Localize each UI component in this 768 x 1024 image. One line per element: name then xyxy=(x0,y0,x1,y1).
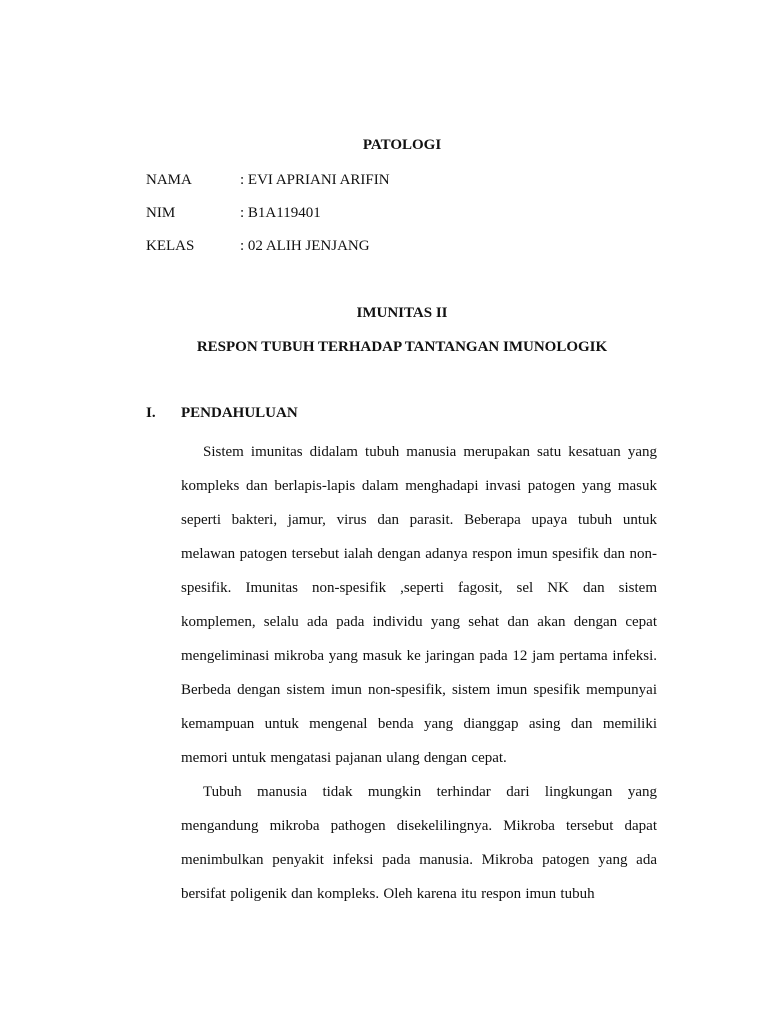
document-heading: IMUNITAS II xyxy=(356,305,448,321)
identity-label: NIM xyxy=(146,205,176,221)
section-body xyxy=(181,435,657,911)
identity-label: NAMA xyxy=(146,172,192,188)
paragraph: Sistem imunitas didalam tubuh manusia merupakan satu kesatuan yang kompleks dan berlapis-lapis dalam menghadapi invasi patogen yang masuk seperti bakteri, jamur, virus dan parasit. Beberapa upaya tubuh untuk melawan patogen tersebut ialah dengan adanya respon imun spesifik dan non-spesifik. Imunitas non-spesifik ,seperti fagosit, sel NK dan sistem komplemen, selalu ada pada individu yang sehat dan akan dengan cepat mengeliminasi mikroba yang masuk ke jaringan pada 12 jam pertama infeksi. Berbeda dengan sistem imun non-spesifik, sistem imun spesifik mempunyai kemampuan untuk mengenal benda yang dianggap asing dan memiliki memori untuk mengatasi pajanan ulang dengan cepat. xyxy=(181,444,657,766)
section-number: I. xyxy=(146,405,156,421)
section-title: PENDAHULUAN xyxy=(181,405,298,421)
identity-value: : B1A119401 xyxy=(240,205,321,221)
document-title: PATOLOGI xyxy=(362,137,442,153)
paragraph: Tubuh manusia tidak mungkin terhindar dari lingkungan yang mengandung mikroba pathogen disekelilingnya. Mikroba tersebut dapat menimbulkan penyakit infeksi pada manusia. Mikroba patogen yang ada bersifat poligenik dan kompleks. Oleh karena itu respon imun tubuh xyxy=(181,784,657,902)
document-subheading: RESPON TUBUH TERHADAP TANTANGAN IMUNOLOGIK xyxy=(196,339,608,355)
identity-value: : EVI APRIANI ARIFIN xyxy=(240,172,390,188)
identity-label: KELAS xyxy=(146,238,195,254)
identity-value: : 02 ALIH JENJANG xyxy=(240,238,370,254)
